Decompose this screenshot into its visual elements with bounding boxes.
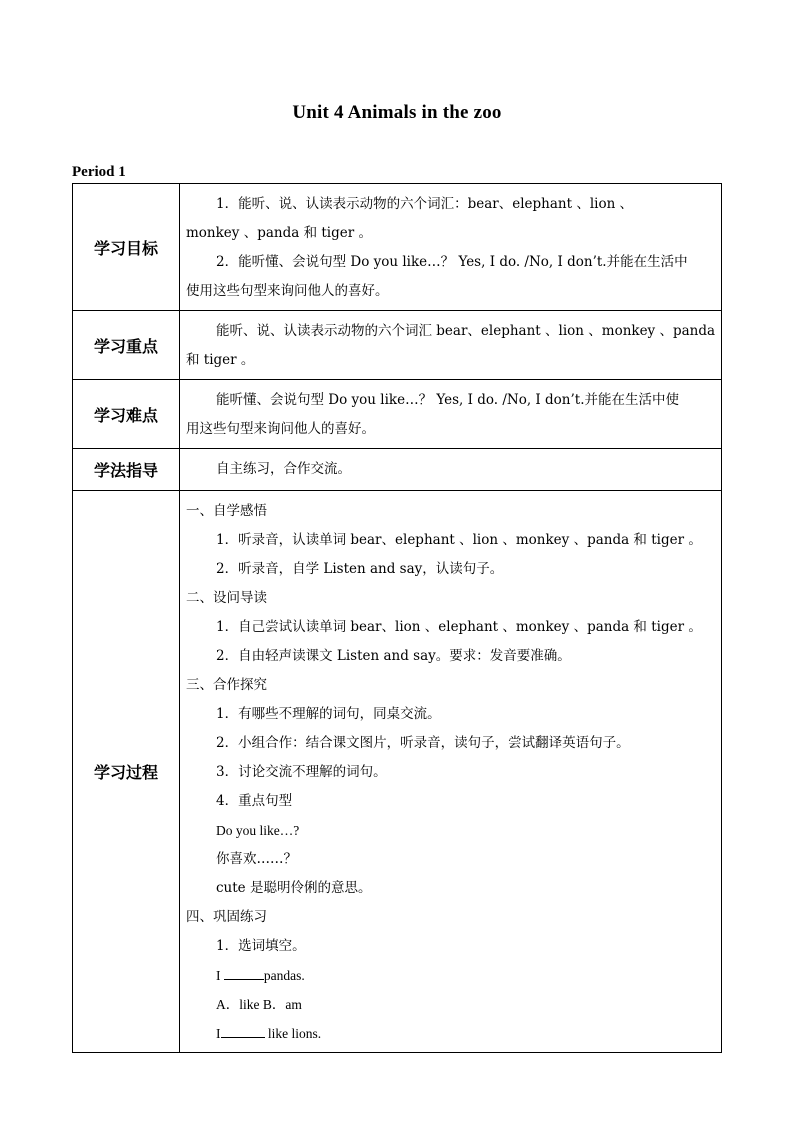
- row-label-key-points: 学习重点: [73, 311, 180, 380]
- text-line: cute 是聪明伶俐的意思。: [216, 880, 372, 896]
- text-line: 3．讨论交流不理解的词句。: [216, 764, 387, 780]
- section-heading: 四、巩固练习: [186, 909, 267, 925]
- table-row: [73, 380, 722, 449]
- text-line: 1．能听、说、认读表示动物的六个词汇：bear、elephant 、lion 、: [216, 196, 634, 212]
- text-line: 1．自己尝试认读单词 bear、lion 、elephant 、monkey 、panda 和 tiger 。: [216, 619, 702, 635]
- text-line: 4．重点句型: [216, 793, 293, 809]
- row-label-process: 学习过程: [73, 491, 180, 1053]
- row-label-goals: 学习目标: [73, 184, 180, 311]
- text-line: 你喜欢……？: [216, 851, 297, 867]
- section-heading: 一、自学感悟: [186, 503, 267, 519]
- row-content-method: [180, 449, 722, 491]
- table-row: [73, 449, 722, 491]
- text-line: 使用这些句型来询问他人的喜好。: [186, 283, 389, 299]
- text-line: 能听、说、认读表示动物的六个词汇 bear、elephant 、lion 、monkey 、panda: [216, 323, 716, 339]
- table-row: [73, 184, 722, 311]
- text-line: monkey 、panda 和 tiger 。: [186, 225, 372, 241]
- period-heading: Period 1: [72, 164, 126, 180]
- text-line: 2．小组合作：结合课文图片，听录音，读句子，尝试翻译英语句子。: [216, 735, 630, 751]
- row-content-key-points: [180, 311, 722, 380]
- fill-blank: [221, 1023, 265, 1038]
- exercise-line-1: [186, 961, 715, 990]
- row-content-process: [180, 491, 722, 1053]
- text-line: 2．听录音，自学 Listen and say，认读句子。: [216, 561, 504, 577]
- text-line: 1．听录音，认读单词 bear、elephant 、lion 、monkey 、panda 和 tiger 。: [216, 532, 702, 548]
- exercise-line-2: [186, 1019, 715, 1048]
- text-line: 和 tiger 。: [186, 352, 255, 368]
- row-content-difficulties: [180, 380, 722, 449]
- exercise-text: pandas.: [263, 968, 305, 983]
- row-label-method: 学法指导: [73, 449, 180, 491]
- text-line: 2．自由轻声读课文 Listen and say。要求：发音要准确。: [216, 648, 571, 664]
- section-heading: 三、合作探究: [186, 677, 267, 693]
- text-line: 能听懂、会说句型 Do you like…？ Yes, I do. /No, I don’t.并能在生活中使: [216, 392, 680, 408]
- document-title: Unit 4 Animals in the zoo: [292, 102, 502, 123]
- text-line: Do you like…?: [216, 823, 300, 838]
- exercise-prefix: I: [216, 968, 221, 983]
- text-line: 1．有哪些不理解的词句，同桌交流。: [216, 706, 441, 722]
- text-line: 2．能听懂、会说句型 Do you like…？ Yes, I do. /No, I don’t.并能在生活中: [216, 254, 688, 270]
- exercise-prefix: I: [216, 1026, 221, 1041]
- row-label-difficulties: 学习难点: [73, 380, 180, 449]
- row-content-goals: [180, 184, 722, 311]
- lesson-plan-table: [72, 183, 722, 1053]
- text-line: 1．选词填空。: [216, 938, 306, 954]
- text-line: 用这些句型来询问他人的喜好。: [186, 421, 375, 437]
- exercise-text: like lions.: [267, 1026, 322, 1041]
- text-line: 自主练习，合作交流。: [216, 461, 351, 477]
- fill-blank: [224, 965, 264, 980]
- exercise-options: A．like B．am: [216, 997, 302, 1012]
- section-heading: 二、设问导读: [186, 590, 267, 606]
- table-row: [73, 311, 722, 380]
- table-row: [73, 491, 722, 1053]
